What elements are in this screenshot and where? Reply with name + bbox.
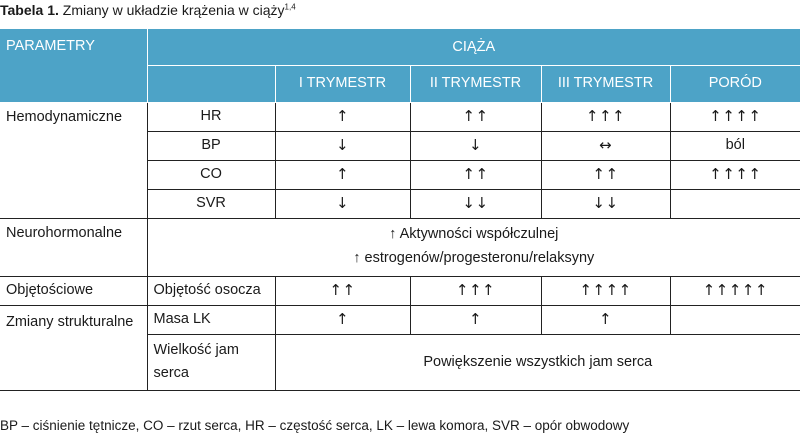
header-ciaza: CIĄŻA xyxy=(147,29,800,65)
jamy-value: Powiększenie wszystkich jam serca xyxy=(275,334,800,390)
caption-text: Zmiany w układzie krążenia w ciąży xyxy=(62,2,285,18)
table-footnote: BP – ciśnienie tętnicze, CO – rzut serca, HR – częstość serca, LK – lewa komora, SVR – opór obwodowy xyxy=(0,418,630,433)
param-objetosc-osocza: Objętość osocza xyxy=(147,276,275,305)
osocze-value-2: ↑↑↑ xyxy=(410,276,541,305)
svr-value-3: ↓↓ xyxy=(541,189,670,218)
osocze-value-4: ↑↑↑↑↑ xyxy=(670,276,800,305)
param-hr: HR xyxy=(147,102,275,131)
table-row-hr xyxy=(0,102,800,131)
table-row-masa-lk xyxy=(0,305,800,334)
osocze-value-1: ↑↑ xyxy=(275,276,410,305)
hr-value-4: ↑↑↑↑ xyxy=(670,102,800,131)
masa-value-4 xyxy=(670,305,800,334)
co-value-4: ↑↑↑↑ xyxy=(670,160,800,189)
header-parametry: PARAMETRY xyxy=(0,29,147,102)
hr-value-2: ↑↑ xyxy=(410,102,541,131)
svr-value-2: ↓↓ xyxy=(410,189,541,218)
header-col-trymestr-3: III TRYMESTR xyxy=(541,65,670,102)
header-col-trymestr-1: I TRYMESTR xyxy=(275,65,410,102)
group-zmiany-strukturalne: Zmiany strukturalne xyxy=(0,305,147,390)
circulation-changes-table xyxy=(0,29,800,391)
neuro-line-1: ↑ Aktywności współczulnej xyxy=(389,226,559,243)
param-svr: SVR xyxy=(147,189,275,218)
table-row-osocze xyxy=(0,276,800,305)
masa-value-1: ↑ xyxy=(275,305,410,334)
param-co: CO xyxy=(147,160,275,189)
group-neurohormonalne: Neurohormonalne xyxy=(0,218,147,276)
masa-value-2: ↑ xyxy=(410,305,541,334)
param-masa-lk: Masa LK xyxy=(147,305,275,334)
svr-value-4 xyxy=(670,189,800,218)
table-row-neurohormonalne xyxy=(0,218,800,276)
param-wielkosc-jam-serca: Wielkość jam serca xyxy=(147,334,275,390)
header-blank xyxy=(147,65,275,102)
co-value-3: ↑↑ xyxy=(541,160,670,189)
caption-label: Tabela 1. xyxy=(0,2,59,18)
bp-value-3: ↔ xyxy=(541,131,670,160)
osocze-value-3: ↑↑↑↑ xyxy=(541,276,670,305)
group-objetosciowe: Objętościowe xyxy=(0,276,147,305)
table-caption xyxy=(0,2,296,18)
co-value-2: ↑↑ xyxy=(410,160,541,189)
header-col-porod: PORÓD xyxy=(670,65,800,102)
neuro-line-2: ↑ estrogenów/progesteronu/relaksyny xyxy=(353,250,595,266)
hr-value-3: ↑↑↑ xyxy=(541,102,670,131)
neuro-effects xyxy=(147,218,800,276)
group-hemodynamiczne: Hemodynamiczne xyxy=(0,102,147,218)
caption-refs: 1,4 xyxy=(284,2,296,12)
hr-value-1: ↑ xyxy=(275,102,410,131)
bp-value-2: ↓ xyxy=(410,131,541,160)
bp-value-1: ↓ xyxy=(275,131,410,160)
param-bp: BP xyxy=(147,131,275,160)
svr-value-1: ↓ xyxy=(275,189,410,218)
header-row-1 xyxy=(0,29,800,65)
header-col-trymestr-2: II TRYMESTR xyxy=(410,65,541,102)
co-value-1: ↑ xyxy=(275,160,410,189)
bp-value-4: ból xyxy=(670,131,800,160)
masa-value-3: ↑ xyxy=(541,305,670,334)
